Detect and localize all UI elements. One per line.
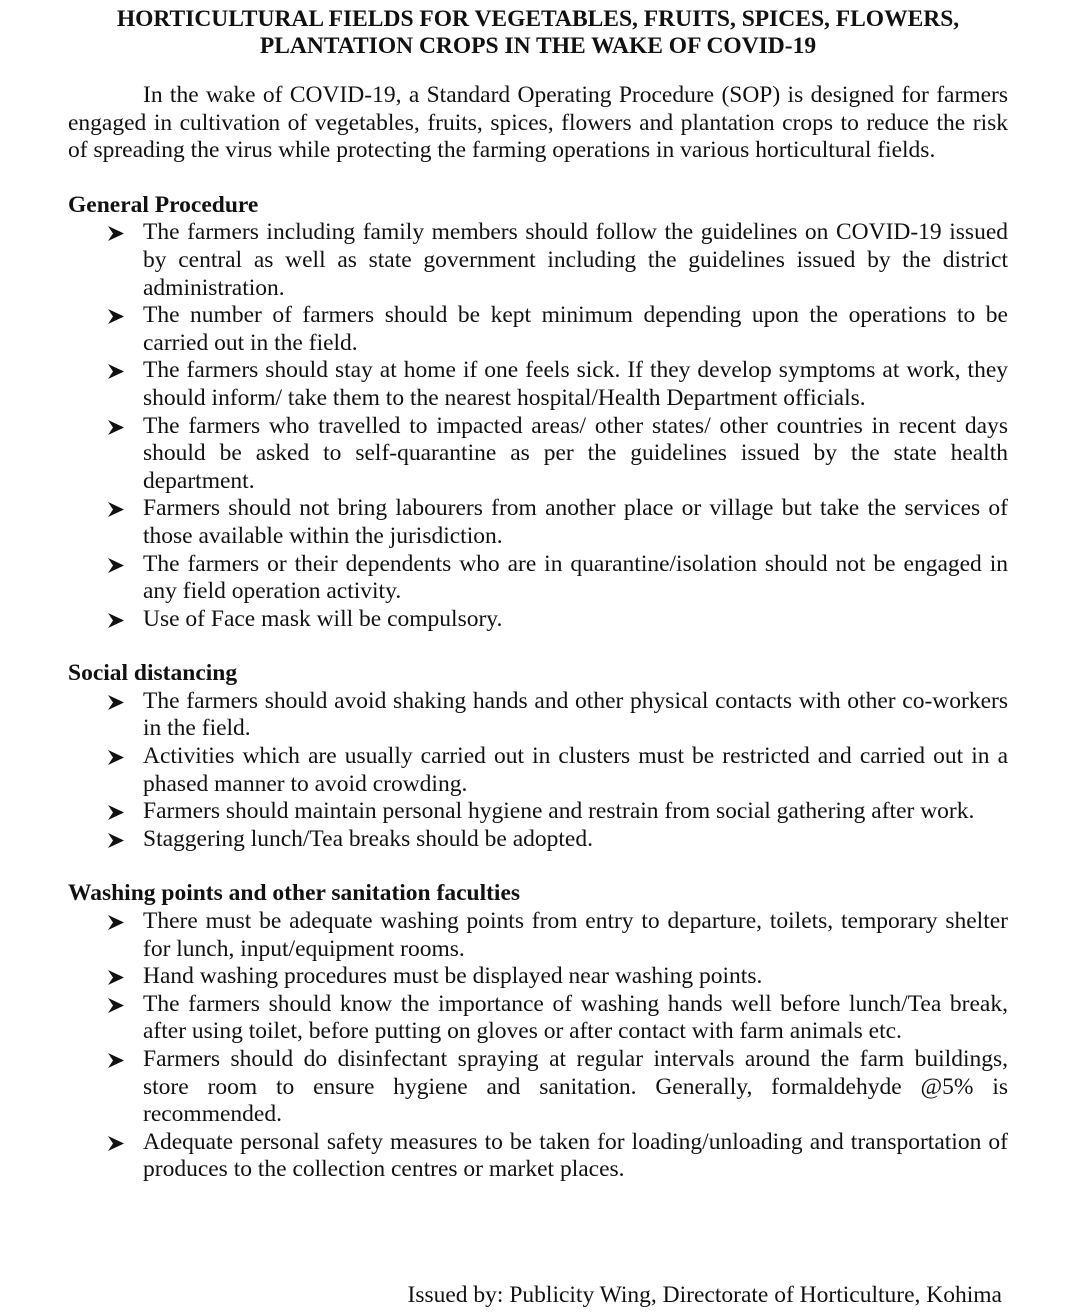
list-item-text: Farmers should do disinfectant spraying at regular intervals around the farm buildings, store room to ensure hygiene and sanitation. Generally, formaldehyde @5% is recommended. xyxy=(143,1046,1008,1128)
bullet-list xyxy=(68,219,1008,633)
list-item xyxy=(68,606,1008,634)
list-item-text: The farmers including family members should follow the guidelines on COVID-19 issued by central as well as state government including the guidelines issued by the district administration. xyxy=(143,219,1008,301)
document-title xyxy=(68,6,1008,60)
list-item-text: The number of farmers should be kept minimum depending upon the operations to be carried out in the field. xyxy=(143,302,1008,356)
list-item-text: Adequate personal safety measures to be taken for loading/unloading and transportation of produces to the collection centres or market places. xyxy=(143,1128,1008,1183)
list-item xyxy=(68,413,1008,496)
arrowhead-bullet-icon xyxy=(108,833,124,848)
list-item-text: Staggering lunch/Tea breaks should be adopted. xyxy=(143,825,593,852)
issued-by: Issued by: Publicity Wing, Directorate of Horticulture, Kohima xyxy=(407,1282,1002,1308)
list-item xyxy=(68,991,1008,1046)
arrowhead-bullet-icon xyxy=(108,502,124,517)
list-item xyxy=(68,551,1008,606)
arrowhead-bullet-icon xyxy=(108,364,124,379)
list-item-text: Farmers should maintain personal hygiene and restrain from social gathering after work. xyxy=(143,798,975,825)
title-line-2: PLANTATION CROPS IN THE WAKE OF COVID-19 xyxy=(259,33,817,59)
list-item-text: The farmers should know the importance of washing hands well before lunch/Tea break, after using toilet, before putting on gloves or after contact with farm animals etc. xyxy=(143,990,1008,1045)
arrowhead-bullet-icon xyxy=(108,750,124,765)
list-item xyxy=(68,688,1008,743)
arrowhead-bullet-icon xyxy=(108,915,124,930)
arrowhead-bullet-icon xyxy=(108,970,124,985)
arrowhead-bullet-icon xyxy=(108,1053,124,1068)
arrowhead-bullet-icon xyxy=(108,998,124,1013)
list-item-text: There must be adequate washing points from entry to departure, toilets, temporary shelter for lunch, input/equipment rooms. xyxy=(143,908,1008,962)
list-item-text: Use of Face mask will be compulsory. xyxy=(143,605,503,632)
list-item xyxy=(68,1129,1008,1184)
arrowhead-bullet-icon xyxy=(108,420,124,435)
list-item-text: The farmers should avoid shaking hands and other physical contacts with other co-workers in the field. xyxy=(143,687,1008,742)
list-item xyxy=(68,908,1008,963)
list-item xyxy=(68,302,1008,357)
list-item-text: Hand washing procedures must be displayed near washing points. xyxy=(143,963,763,990)
list-item xyxy=(68,826,1008,854)
list-item xyxy=(68,1046,1008,1129)
list-item xyxy=(68,357,1008,412)
list-item-text: Activities which are usually carried out in clusters must be restricted and carried out in a phased manner to avoid crowding. xyxy=(143,743,1008,797)
list-item-text: The farmers or their dependents who are in quarantine/isolation should not be engaged in any field operation activity. xyxy=(143,550,1008,605)
arrowhead-bullet-icon xyxy=(108,309,124,324)
section-heading: Washing points and other sanitation faculties xyxy=(68,880,521,907)
list-item-text: The farmers who travelled to impacted areas/ other states/ other countries in recent days should be asked to self-quarantine as per the guidelines issued by the state health department. xyxy=(143,412,1008,494)
list-item xyxy=(68,219,1008,302)
arrowhead-bullet-icon xyxy=(108,613,124,628)
arrowhead-bullet-icon xyxy=(108,558,124,573)
bullet-list xyxy=(68,908,1008,1184)
section-general-procedure xyxy=(68,192,1008,634)
list-item xyxy=(68,798,1008,826)
section-heading: Social distancing xyxy=(68,660,238,687)
list-item xyxy=(68,495,1008,550)
section-washing-points xyxy=(68,880,1008,1184)
title-line-1: HORTICULTURAL FIELDS FOR VEGETABLES, FRUITS, SPICES, FLOWERS, xyxy=(116,6,960,32)
intro-paragraph: In the wake of COVID-19, a Standard Operating Procedure (SOP) is designed for farmers engaged in cultivation of vegetables, fruits, spices, flowers and plantation crops to reduce the risk of spreading the virus while protecting the farming operations in various horticultural fields. xyxy=(68,82,1008,164)
list-item-text: The farmers should stay at home if one feels sick. If they develop symptoms at work, they should inform/ take them to the nearest hospital/Health Department officials. xyxy=(143,357,1008,411)
section-social-distancing xyxy=(68,660,1008,853)
bullet-list xyxy=(68,688,1008,854)
list-item xyxy=(68,743,1008,798)
list-item-text: Farmers should not bring labourers from another place or village but take the services of those available within the jurisdiction. xyxy=(143,495,1008,549)
arrowhead-bullet-icon xyxy=(108,1136,124,1151)
arrowhead-bullet-icon xyxy=(108,805,124,820)
arrowhead-bullet-icon xyxy=(108,695,124,710)
section-heading: General Procedure xyxy=(68,191,259,218)
list-item xyxy=(68,963,1008,991)
arrowhead-bullet-icon xyxy=(108,226,124,241)
